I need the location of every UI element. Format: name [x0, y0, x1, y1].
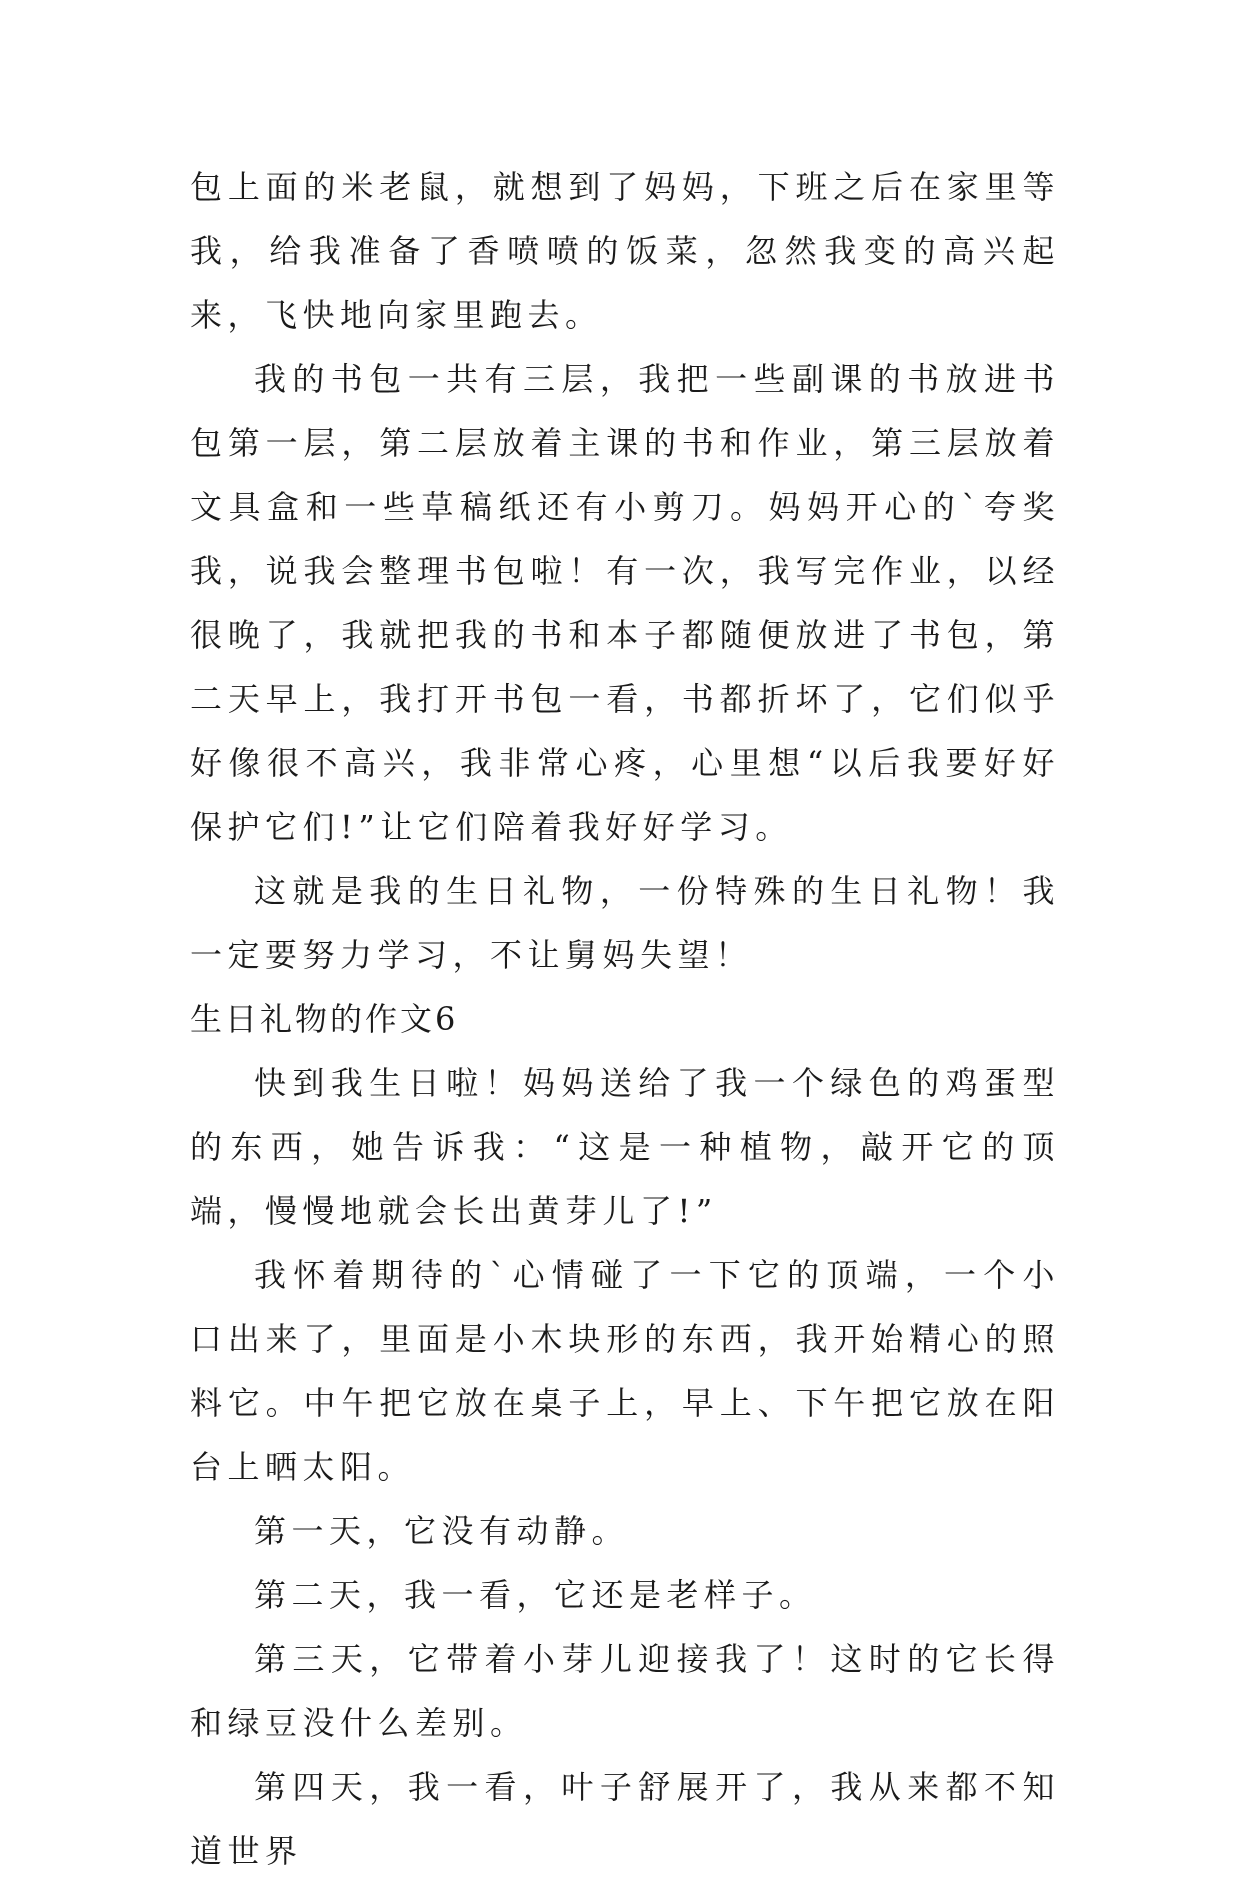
paragraph: 第二天，我一看，它还是老样子。	[254, 1576, 817, 1614]
paragraph: 第一天，它没有动静。	[254, 1512, 630, 1550]
paragraph: 我怀着期待的`心情碰了一下它的顶端，一个小口出来了，里面是小木块形的东西，我开始精心的照料它。中午把它放在桌子上，早上、下午把它放在阳台上晒太阳。	[190, 1256, 1060, 1486]
paragraph: 快到我生日啦！妈妈送给了我一个绿色的鸡蛋型的东西，她告诉我：“这是一种植物，敲开它的顶端，慢慢地就会长出黄芽儿了!”	[190, 1064, 1060, 1230]
paragraph: 这就是我的生日礼物，一份特殊的生日礼物！我一定要努力学习，不让舅妈失望！	[190, 872, 1060, 974]
document-body	[190, 155, 1060, 1883]
paragraph: 第四天，我一看，叶子舒展开了，我从来都不知道世界	[190, 1768, 1060, 1870]
paragraph: 第三天，它带着小芽儿迎接我了！这时的它长得和绿豆没什么差别。	[190, 1640, 1060, 1742]
paragraph: 包上面的米老鼠，就想到了妈妈，下班之后在家里等我，给我准备了香喷喷的饭菜，忽然我变的高兴起来，飞快地向家里跑去。	[190, 168, 1060, 334]
paragraph: 我的书包一共有三层，我把一些副课的书放进书包第一层，第二层放着主课的书和作业，第三层放着文具盒和一些草稿纸还有小剪刀。妈妈开心的`夸奖我，说我会整理书包啦！有一次，我写完作业，以经很晚了，我就把我的书和本子都随便放进了书包，第二天早上，我打开书包一看，书都折坏了，它们似乎好像很不高兴，我非常心疼，心里想“以后我要好好保护它们!”让它们陪着我好好学习。	[190, 360, 1060, 846]
section-title: 生日礼物的作文6	[190, 1000, 459, 1038]
